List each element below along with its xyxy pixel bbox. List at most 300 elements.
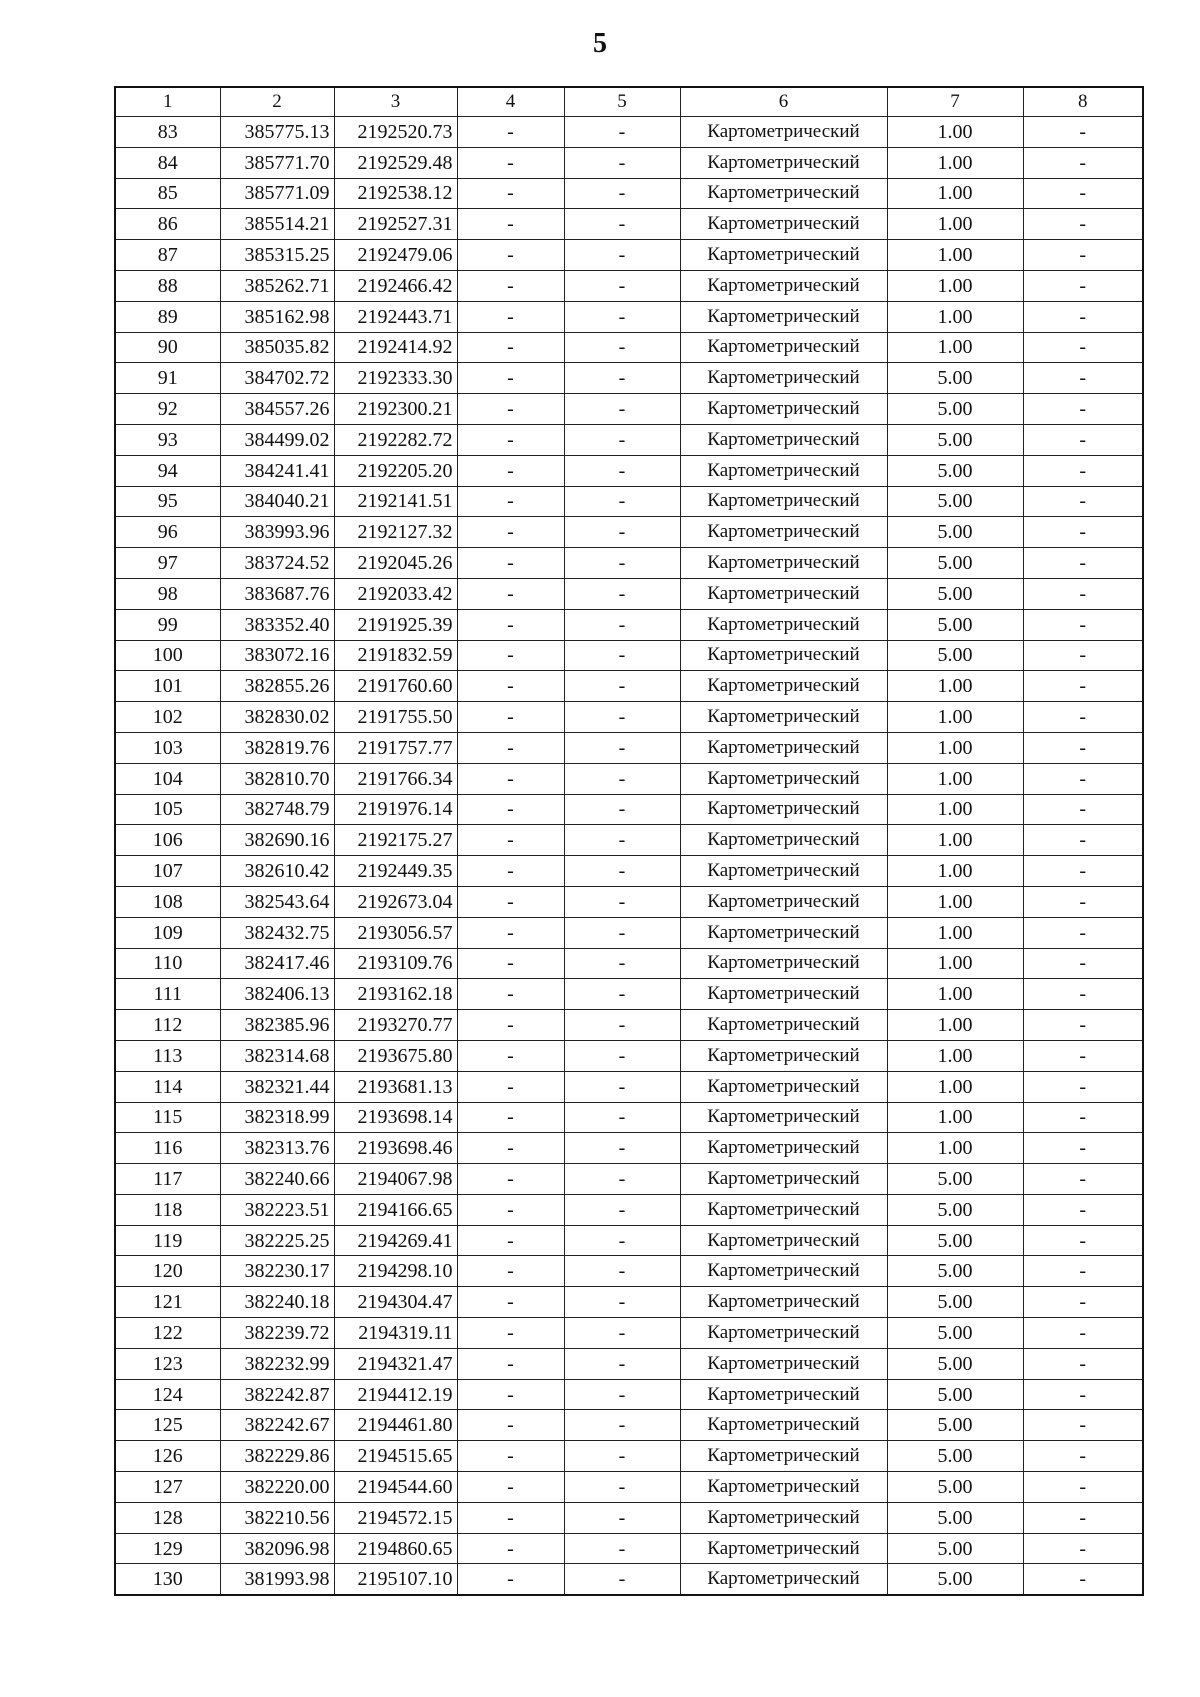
point-number-cell: 103 <box>115 732 220 763</box>
method-cell: Картометрический <box>680 948 887 979</box>
y-coordinate-cell: 2191755.50 <box>334 702 457 733</box>
col-4-cell: - <box>457 1441 564 1472</box>
col-4-cell: - <box>457 1040 564 1071</box>
col-5-cell: - <box>564 517 680 548</box>
y-coordinate-cell: 2194319.11 <box>334 1318 457 1349</box>
col-4-cell: - <box>457 917 564 948</box>
table-row <box>115 1441 1143 1472</box>
col-5-cell: - <box>564 732 680 763</box>
x-coordinate-cell: 384241.41 <box>220 455 334 486</box>
col-8-cell: - <box>1023 455 1143 486</box>
method-cell: Картометрический <box>680 517 887 548</box>
method-cell: Картометрический <box>680 1441 887 1472</box>
y-coordinate-cell: 2194860.65 <box>334 1533 457 1564</box>
method-cell: Картометрический <box>680 1040 887 1071</box>
x-coordinate-cell: 382321.44 <box>220 1071 334 1102</box>
table-row <box>115 702 1143 733</box>
col-8-cell: - <box>1023 1071 1143 1102</box>
y-coordinate-cell: 2192205.20 <box>334 455 457 486</box>
y-coordinate-cell: 2192443.71 <box>334 301 457 332</box>
col-8-cell: - <box>1023 609 1143 640</box>
col-5-cell: - <box>564 486 680 517</box>
table-row <box>115 1102 1143 1133</box>
col-8-cell: - <box>1023 1194 1143 1225</box>
point-number-cell: 127 <box>115 1472 220 1503</box>
y-coordinate-cell: 2193698.14 <box>334 1102 457 1133</box>
table-row <box>115 1010 1143 1041</box>
y-coordinate-cell: 2194461.80 <box>334 1410 457 1441</box>
col-8-cell: - <box>1023 178 1143 209</box>
col-4-cell: - <box>457 455 564 486</box>
col-4-cell: - <box>457 702 564 733</box>
x-coordinate-cell: 385315.25 <box>220 240 334 271</box>
col-4-cell: - <box>457 270 564 301</box>
method-cell: Картометрический <box>680 1502 887 1533</box>
method-cell: Картометрический <box>680 856 887 887</box>
col-5-cell: - <box>564 917 680 948</box>
col-4-cell: - <box>457 979 564 1010</box>
col-5-cell: - <box>564 332 680 363</box>
method-cell: Картометрический <box>680 1071 887 1102</box>
col-4-cell: - <box>457 1502 564 1533</box>
col-8-cell: - <box>1023 702 1143 733</box>
col-5-cell: - <box>564 671 680 702</box>
y-coordinate-cell: 2194166.65 <box>334 1194 457 1225</box>
method-cell: Картометрический <box>680 578 887 609</box>
col-5-cell: - <box>564 1256 680 1287</box>
method-cell: Картометрический <box>680 178 887 209</box>
column-header-4: 4 <box>457 87 564 117</box>
accuracy-cell: 1.00 <box>887 117 1023 148</box>
accuracy-cell: 1.00 <box>887 301 1023 332</box>
point-number-cell: 125 <box>115 1410 220 1441</box>
table-row <box>115 1071 1143 1102</box>
method-cell: Картометрический <box>680 609 887 640</box>
x-coordinate-cell: 385771.09 <box>220 178 334 209</box>
page-number: 5 <box>593 28 607 59</box>
method-cell: Картометрический <box>680 363 887 394</box>
table-row <box>115 332 1143 363</box>
table-row <box>115 671 1143 702</box>
point-number-cell: 110 <box>115 948 220 979</box>
col-8-cell: - <box>1023 363 1143 394</box>
y-coordinate-cell: 2192414.92 <box>334 332 457 363</box>
accuracy-cell: 5.00 <box>887 1318 1023 1349</box>
col-5-cell: - <box>564 548 680 579</box>
accuracy-cell: 1.00 <box>887 147 1023 178</box>
accuracy-cell: 1.00 <box>887 886 1023 917</box>
y-coordinate-cell: 2194572.15 <box>334 1502 457 1533</box>
accuracy-cell: 1.00 <box>887 671 1023 702</box>
col-4-cell: - <box>457 886 564 917</box>
accuracy-cell: 5.00 <box>887 1256 1023 1287</box>
y-coordinate-cell: 2193698.46 <box>334 1133 457 1164</box>
col-5-cell: - <box>564 240 680 271</box>
x-coordinate-cell: 385771.70 <box>220 147 334 178</box>
table-row <box>115 517 1143 548</box>
y-coordinate-cell: 2191760.60 <box>334 671 457 702</box>
table-row <box>115 640 1143 671</box>
accuracy-cell: 5.00 <box>887 548 1023 579</box>
method-cell: Картометрический <box>680 1256 887 1287</box>
point-number-cell: 116 <box>115 1133 220 1164</box>
accuracy-cell: 1.00 <box>887 1071 1023 1102</box>
col-8-cell: - <box>1023 394 1143 425</box>
col-4-cell: - <box>457 1472 564 1503</box>
y-coordinate-cell: 2192520.73 <box>334 117 457 148</box>
col-4-cell: - <box>457 363 564 394</box>
point-number-cell: 99 <box>115 609 220 640</box>
method-cell: Картометрический <box>680 1164 887 1195</box>
accuracy-cell: 5.00 <box>887 609 1023 640</box>
col-8-cell: - <box>1023 948 1143 979</box>
col-8-cell: - <box>1023 517 1143 548</box>
col-8-cell: - <box>1023 1133 1143 1164</box>
col-4-cell: - <box>457 1287 564 1318</box>
col-8-cell: - <box>1023 117 1143 148</box>
table-row <box>115 1410 1143 1441</box>
accuracy-cell: 1.00 <box>887 917 1023 948</box>
col-5-cell: - <box>564 1410 680 1441</box>
point-number-cell: 123 <box>115 1348 220 1379</box>
column-header-2: 2 <box>220 87 334 117</box>
col-5-cell: - <box>564 1164 680 1195</box>
col-8-cell: - <box>1023 856 1143 887</box>
col-5-cell: - <box>564 578 680 609</box>
col-5-cell: - <box>564 1441 680 1472</box>
accuracy-cell: 1.00 <box>887 948 1023 979</box>
col-4-cell: - <box>457 1194 564 1225</box>
col-8-cell: - <box>1023 548 1143 579</box>
table-row <box>115 1472 1143 1503</box>
col-8-cell: - <box>1023 1472 1143 1503</box>
method-cell: Картометрический <box>680 1102 887 1133</box>
y-coordinate-cell: 2192282.72 <box>334 424 457 455</box>
col-8-cell: - <box>1023 1164 1143 1195</box>
accuracy-cell: 1.00 <box>887 270 1023 301</box>
col-8-cell: - <box>1023 794 1143 825</box>
col-8-cell: - <box>1023 1318 1143 1349</box>
col-5-cell: - <box>564 1533 680 1564</box>
x-coordinate-cell: 385035.82 <box>220 332 334 363</box>
col-4-cell: - <box>457 1133 564 1164</box>
x-coordinate-cell: 384499.02 <box>220 424 334 455</box>
x-coordinate-cell: 382543.64 <box>220 886 334 917</box>
col-4-cell: - <box>457 394 564 425</box>
point-number-cell: 117 <box>115 1164 220 1195</box>
y-coordinate-cell: 2194321.47 <box>334 1348 457 1379</box>
table-row <box>115 1164 1143 1195</box>
col-4-cell: - <box>457 240 564 271</box>
col-8-cell: - <box>1023 640 1143 671</box>
x-coordinate-cell: 382690.16 <box>220 825 334 856</box>
x-coordinate-cell: 382432.75 <box>220 917 334 948</box>
accuracy-cell: 5.00 <box>887 486 1023 517</box>
method-cell: Картометрический <box>680 240 887 271</box>
x-coordinate-cell: 382223.51 <box>220 1194 334 1225</box>
accuracy-cell: 1.00 <box>887 1040 1023 1071</box>
point-number-cell: 122 <box>115 1318 220 1349</box>
point-number-cell: 104 <box>115 763 220 794</box>
x-coordinate-cell: 382232.99 <box>220 1348 334 1379</box>
method-cell: Картометрический <box>680 147 887 178</box>
accuracy-cell: 5.00 <box>887 363 1023 394</box>
point-number-cell: 128 <box>115 1502 220 1533</box>
point-number-cell: 92 <box>115 394 220 425</box>
accuracy-cell: 1.00 <box>887 732 1023 763</box>
col-4-cell: - <box>457 1071 564 1102</box>
col-8-cell: - <box>1023 825 1143 856</box>
method-cell: Картометрический <box>680 455 887 486</box>
col-4-cell: - <box>457 424 564 455</box>
point-number-cell: 130 <box>115 1564 220 1595</box>
col-5-cell: - <box>564 640 680 671</box>
y-coordinate-cell: 2191832.59 <box>334 640 457 671</box>
method-cell: Картометрический <box>680 1287 887 1318</box>
x-coordinate-cell: 382610.42 <box>220 856 334 887</box>
col-5-cell: - <box>564 1564 680 1595</box>
x-coordinate-cell: 382096.98 <box>220 1533 334 1564</box>
col-5-cell: - <box>564 702 680 733</box>
x-coordinate-cell: 382239.72 <box>220 1318 334 1349</box>
table-row <box>115 270 1143 301</box>
method-cell: Картометрический <box>680 332 887 363</box>
col-5-cell: - <box>564 1102 680 1133</box>
table-row <box>115 363 1143 394</box>
x-coordinate-cell: 382225.25 <box>220 1225 334 1256</box>
table-row <box>115 1256 1143 1287</box>
method-cell: Картометрический <box>680 702 887 733</box>
table-row <box>115 424 1143 455</box>
table-row <box>115 1379 1143 1410</box>
accuracy-cell: 1.00 <box>887 763 1023 794</box>
col-5-cell: - <box>564 948 680 979</box>
x-coordinate-cell: 382242.67 <box>220 1410 334 1441</box>
x-coordinate-cell: 382210.56 <box>220 1502 334 1533</box>
header-row <box>115 87 1143 117</box>
accuracy-cell: 5.00 <box>887 1194 1023 1225</box>
column-header-6: 6 <box>680 87 887 117</box>
method-cell: Картометрический <box>680 640 887 671</box>
col-8-cell: - <box>1023 332 1143 363</box>
y-coordinate-cell: 2192673.04 <box>334 886 457 917</box>
col-8-cell: - <box>1023 424 1143 455</box>
accuracy-cell: 5.00 <box>887 1410 1023 1441</box>
x-coordinate-cell: 382229.86 <box>220 1441 334 1472</box>
point-number-cell: 106 <box>115 825 220 856</box>
x-coordinate-cell: 383687.76 <box>220 578 334 609</box>
col-8-cell: - <box>1023 1010 1143 1041</box>
col-8-cell: - <box>1023 147 1143 178</box>
point-number-cell: 108 <box>115 886 220 917</box>
col-5-cell: - <box>564 1379 680 1410</box>
table-row <box>115 1225 1143 1256</box>
table-row <box>115 301 1143 332</box>
col-5-cell: - <box>564 886 680 917</box>
col-8-cell: - <box>1023 578 1143 609</box>
col-5-cell: - <box>564 1010 680 1041</box>
point-number-cell: 109 <box>115 917 220 948</box>
accuracy-cell: 1.00 <box>887 1102 1023 1133</box>
col-4-cell: - <box>457 1225 564 1256</box>
accuracy-cell: 5.00 <box>887 1287 1023 1318</box>
col-8-cell: - <box>1023 1348 1143 1379</box>
x-coordinate-cell: 382830.02 <box>220 702 334 733</box>
table-row <box>115 917 1143 948</box>
col-4-cell: - <box>457 825 564 856</box>
point-number-cell: 111 <box>115 979 220 1010</box>
column-header-5: 5 <box>564 87 680 117</box>
y-coordinate-cell: 2191976.14 <box>334 794 457 825</box>
x-coordinate-cell: 384557.26 <box>220 394 334 425</box>
point-number-cell: 124 <box>115 1379 220 1410</box>
col-8-cell: - <box>1023 1102 1143 1133</box>
col-8-cell: - <box>1023 270 1143 301</box>
col-4-cell: - <box>457 732 564 763</box>
col-5-cell: - <box>564 1040 680 1071</box>
col-4-cell: - <box>457 640 564 671</box>
y-coordinate-cell: 2194544.60 <box>334 1472 457 1503</box>
table-row <box>115 825 1143 856</box>
accuracy-cell: 5.00 <box>887 1533 1023 1564</box>
point-number-cell: 114 <box>115 1071 220 1102</box>
x-coordinate-cell: 382318.99 <box>220 1102 334 1133</box>
table-row <box>115 979 1143 1010</box>
column-header-3: 3 <box>334 87 457 117</box>
col-4-cell: - <box>457 1379 564 1410</box>
x-coordinate-cell: 382810.70 <box>220 763 334 794</box>
method-cell: Картометрический <box>680 732 887 763</box>
accuracy-cell: 5.00 <box>887 455 1023 486</box>
x-coordinate-cell: 383352.40 <box>220 609 334 640</box>
x-coordinate-cell: 382819.76 <box>220 732 334 763</box>
y-coordinate-cell: 2192449.35 <box>334 856 457 887</box>
column-header-7: 7 <box>887 87 1023 117</box>
col-8-cell: - <box>1023 1533 1143 1564</box>
x-coordinate-cell: 384702.72 <box>220 363 334 394</box>
col-5-cell: - <box>564 209 680 240</box>
col-4-cell: - <box>457 948 564 979</box>
col-8-cell: - <box>1023 1564 1143 1595</box>
y-coordinate-cell: 2194515.65 <box>334 1441 457 1472</box>
col-5-cell: - <box>564 424 680 455</box>
accuracy-cell: 5.00 <box>887 424 1023 455</box>
col-5-cell: - <box>564 1225 680 1256</box>
col-4-cell: - <box>457 1010 564 1041</box>
table-row <box>115 856 1143 887</box>
table-row <box>115 1533 1143 1564</box>
y-coordinate-cell: 2194269.41 <box>334 1225 457 1256</box>
point-number-cell: 93 <box>115 424 220 455</box>
point-number-cell: 96 <box>115 517 220 548</box>
x-coordinate-cell: 382417.46 <box>220 948 334 979</box>
col-4-cell: - <box>457 1564 564 1595</box>
col-4-cell: - <box>457 548 564 579</box>
y-coordinate-cell: 2193162.18 <box>334 979 457 1010</box>
col-5-cell: - <box>564 856 680 887</box>
col-4-cell: - <box>457 517 564 548</box>
point-number-cell: 84 <box>115 147 220 178</box>
col-4-cell: - <box>457 1318 564 1349</box>
y-coordinate-cell: 2193109.76 <box>334 948 457 979</box>
table-row <box>115 794 1143 825</box>
col-5-cell: - <box>564 301 680 332</box>
table-row <box>115 240 1143 271</box>
x-coordinate-cell: 385162.98 <box>220 301 334 332</box>
accuracy-cell: 1.00 <box>887 1010 1023 1041</box>
point-number-cell: 113 <box>115 1040 220 1071</box>
x-coordinate-cell: 382240.66 <box>220 1164 334 1195</box>
method-cell: Картометрический <box>680 1133 887 1164</box>
table-row <box>115 1194 1143 1225</box>
table-row <box>115 548 1143 579</box>
accuracy-cell: 1.00 <box>887 794 1023 825</box>
y-coordinate-cell: 2192466.42 <box>334 270 457 301</box>
accuracy-cell: 1.00 <box>887 702 1023 733</box>
col-4-cell: - <box>457 1164 564 1195</box>
point-number-cell: 90 <box>115 332 220 363</box>
point-number-cell: 102 <box>115 702 220 733</box>
col-4-cell: - <box>457 794 564 825</box>
point-number-cell: 98 <box>115 578 220 609</box>
col-5-cell: - <box>564 147 680 178</box>
accuracy-cell: 1.00 <box>887 1133 1023 1164</box>
x-coordinate-cell: 382406.13 <box>220 979 334 1010</box>
y-coordinate-cell: 2193681.13 <box>334 1071 457 1102</box>
col-5-cell: - <box>564 1472 680 1503</box>
method-cell: Картометрический <box>680 394 887 425</box>
col-5-cell: - <box>564 1318 680 1349</box>
y-coordinate-cell: 2192538.12 <box>334 178 457 209</box>
col-8-cell: - <box>1023 301 1143 332</box>
col-4-cell: - <box>457 609 564 640</box>
col-5-cell: - <box>564 609 680 640</box>
table-row <box>115 1318 1143 1349</box>
table-row <box>115 609 1143 640</box>
method-cell: Картометрический <box>680 979 887 1010</box>
method-cell: Картометрический <box>680 763 887 794</box>
column-header-8: 8 <box>1023 87 1143 117</box>
accuracy-cell: 1.00 <box>887 979 1023 1010</box>
accuracy-cell: 5.00 <box>887 578 1023 609</box>
y-coordinate-cell: 2192045.26 <box>334 548 457 579</box>
method-cell: Картометрический <box>680 886 887 917</box>
y-coordinate-cell: 2193675.80 <box>334 1040 457 1071</box>
col-4-cell: - <box>457 671 564 702</box>
col-5-cell: - <box>564 394 680 425</box>
column-header-1: 1 <box>115 87 220 117</box>
table-row <box>115 1348 1143 1379</box>
method-cell: Картометрический <box>680 1318 887 1349</box>
point-number-cell: 88 <box>115 270 220 301</box>
method-cell: Картометрический <box>680 825 887 856</box>
x-coordinate-cell: 381993.98 <box>220 1564 334 1595</box>
y-coordinate-cell: 2194298.10 <box>334 1256 457 1287</box>
x-coordinate-cell: 383724.52 <box>220 548 334 579</box>
col-8-cell: - <box>1023 1040 1143 1071</box>
col-8-cell: - <box>1023 732 1143 763</box>
col-5-cell: - <box>564 825 680 856</box>
method-cell: Картометрический <box>680 1225 887 1256</box>
col-5-cell: - <box>564 1502 680 1533</box>
x-coordinate-cell: 382313.76 <box>220 1133 334 1164</box>
y-coordinate-cell: 2192333.30 <box>334 363 457 394</box>
col-4-cell: - <box>457 856 564 887</box>
col-5-cell: - <box>564 363 680 394</box>
table-header <box>115 87 1143 117</box>
x-coordinate-cell: 382220.00 <box>220 1472 334 1503</box>
table-row <box>115 886 1143 917</box>
